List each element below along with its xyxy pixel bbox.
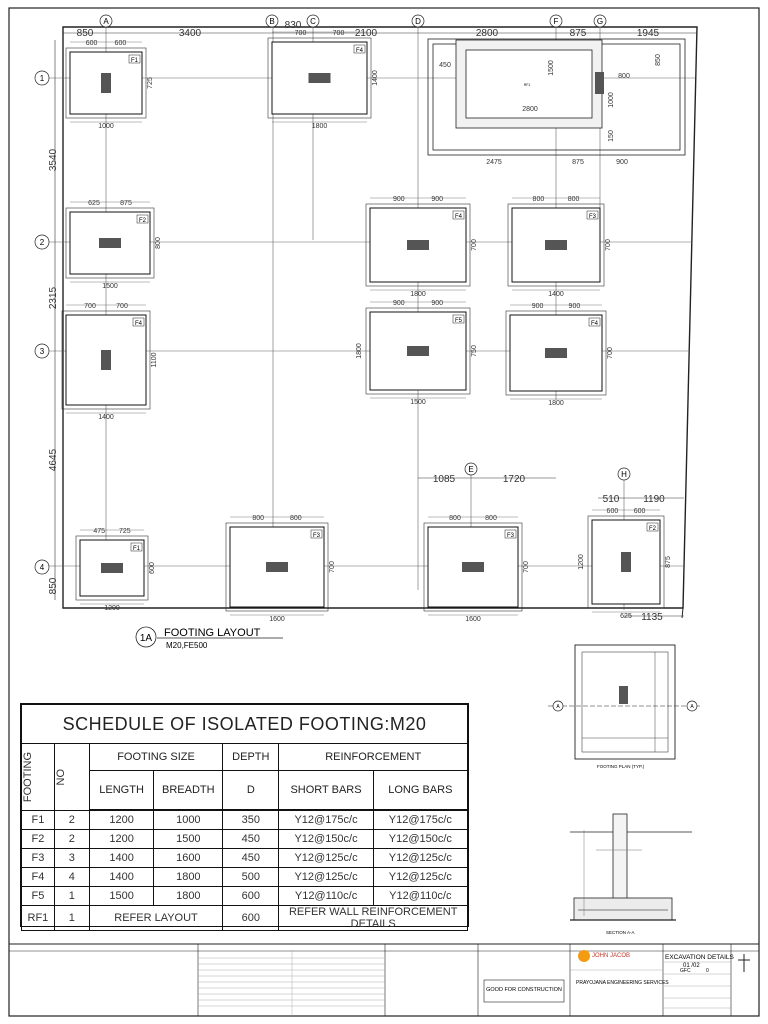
header-short-bars: SHORT BARS — [279, 771, 373, 810]
schedule-cell-long: Y12@125c/c — [373, 849, 467, 868]
footing-dimension: 800 — [485, 515, 497, 522]
svg-text:150: 150 — [608, 130, 615, 142]
schedule-cell-short: Y12@175c/c — [279, 811, 373, 830]
footing-dimension: 1400 — [372, 70, 379, 86]
schedule-cell-id: F4 — [22, 868, 55, 887]
footing-tag: F4 — [454, 214, 463, 220]
status-gfc: GFC — [680, 968, 691, 974]
svg-text:4645: 4645 — [48, 448, 59, 472]
svg-text:1135: 1135 — [641, 612, 663, 623]
header-depth: DEPTH — [223, 744, 279, 771]
footing-dimension: 700 — [116, 303, 128, 310]
schedule-cell-long: Y12@110c/c — [373, 887, 467, 906]
footing-f4 — [62, 303, 158, 421]
section-title: SECTION A-A — [606, 930, 635, 935]
footing-dimension: 800 — [289, 515, 302, 522]
footing-dimension: 600 — [606, 508, 619, 515]
footing-dimension: 1600 — [269, 616, 285, 623]
footing-f4 — [366, 196, 478, 298]
schedule-row — [22, 868, 468, 887]
footing-f4 — [268, 30, 379, 130]
footing-dimension: 1500 — [410, 399, 426, 406]
svg-text:510: 510 — [602, 494, 620, 505]
svg-text:1500: 1500 — [548, 60, 555, 76]
company-name: JOHN JACOB — [592, 953, 631, 959]
footing-f3 — [508, 196, 612, 298]
footing-tag: F3 — [588, 214, 597, 220]
grid-label-1: 1 — [39, 74, 45, 83]
footing-tag: F4 — [134, 321, 143, 327]
footing-dimension: 700 — [523, 561, 530, 573]
footing-dimension: 700 — [471, 239, 478, 251]
grid-label-g: G — [596, 17, 604, 26]
footing-dimension: 700 — [332, 30, 345, 37]
footing-tag: F4 — [355, 48, 364, 54]
raft-footing-rf1 — [428, 39, 685, 166]
schedule-cell-short: Y12@150c/c — [279, 830, 373, 849]
rf1-id: RF1 — [22, 906, 55, 931]
footing-dimension: 800 — [155, 237, 162, 249]
schedule-cell-breadth: 1800 — [154, 868, 223, 887]
footing-f4 — [506, 303, 614, 407]
footing-dimension: 900 — [568, 303, 581, 310]
footing-f5 — [356, 300, 478, 406]
header-d: D — [223, 771, 279, 810]
svg-text:450: 450 — [439, 62, 451, 69]
header-long-bars: LONG BARS — [373, 771, 467, 810]
header-breadth: BREADTH — [154, 771, 223, 810]
schedule-cell-depth: 600 — [223, 887, 279, 906]
svg-text:1085: 1085 — [432, 474, 456, 485]
footing-tag: F3 — [312, 533, 321, 539]
footing-dimension: 900 — [392, 196, 405, 203]
grid-label-4: 4 — [39, 563, 45, 572]
svg-text:2475: 2475 — [486, 159, 502, 166]
footing-dimension: 725 — [118, 528, 131, 535]
svg-text:850: 850 — [48, 577, 59, 595]
footing-dimension: 875 — [665, 556, 672, 568]
schedule-cell-short: Y12@125c/c — [279, 868, 373, 887]
footing-tag: F3 — [506, 533, 515, 539]
footing-tag: F4 — [590, 321, 599, 327]
footing-dimension: 700 — [607, 347, 614, 359]
rf1-no: 1 — [54, 906, 89, 931]
footing-f3 — [226, 515, 336, 623]
rf1-reinforcement: REFER WALL REINFORCEMENT DETAILS — [279, 906, 468, 931]
footing-dimension: 1800 — [410, 291, 426, 298]
footing-dimension: 1400 — [548, 291, 564, 298]
header-footing-size: FOOTING SIZE — [89, 744, 222, 771]
footing-dimension: 800 — [449, 515, 461, 522]
title-block — [9, 944, 759, 1016]
schedule-cell-length: 1400 — [89, 868, 154, 887]
footing-dimension: 1500 — [102, 283, 118, 290]
layout-ref: 1A — [139, 633, 153, 644]
footing-dimension: 1200 — [104, 605, 120, 612]
footing-dimension: 625 — [620, 613, 632, 620]
schedule-cell-length: 1400 — [89, 849, 154, 868]
schedule-cell-breadth: 1800 — [154, 887, 223, 906]
svg-text:1720: 1720 — [502, 474, 526, 485]
grid-label-d: D — [415, 17, 421, 26]
schedule-cell-id: F3 — [22, 849, 55, 868]
footing-f2 — [66, 200, 162, 290]
svg-text:800: 800 — [618, 73, 630, 80]
footing-dimension: 700 — [605, 239, 612, 251]
svg-text:A: A — [690, 704, 694, 710]
footing-tag: F1 — [130, 58, 139, 64]
grid-label-2: 2 — [39, 238, 45, 247]
schedule-cell-long: Y12@125c/c — [373, 868, 467, 887]
svg-text:875: 875 — [572, 159, 584, 166]
schedule-cell-length: 1200 — [89, 811, 154, 830]
footing-dimension: 800 — [532, 196, 545, 203]
schedule-cell-depth: 350 — [223, 811, 279, 830]
footing-dimension: 1100 — [151, 352, 158, 368]
footing-dimension: 1800 — [548, 400, 564, 407]
schedule-row — [22, 830, 468, 849]
rf1-depth: 600 — [223, 906, 279, 931]
footing-dimension: 600 — [633, 508, 646, 515]
layout-subtitle: M20,FE500 — [166, 641, 208, 650]
grid-label-h: H — [621, 470, 627, 479]
footing-dimension: 725 — [147, 77, 154, 89]
schedule-cell-depth: 500 — [223, 868, 279, 887]
footing-dimension: 700 — [294, 30, 307, 37]
left-dimensions — [48, 40, 59, 600]
footing-tag: F1 — [132, 546, 141, 552]
section-aa — [570, 814, 692, 935]
footing-dimension: 750 — [471, 345, 478, 357]
footing-f2 — [578, 508, 672, 620]
schedule-cell-breadth: 1000 — [154, 811, 223, 830]
footing-dimension: 700 — [84, 303, 96, 310]
svg-text:900: 900 — [616, 159, 628, 166]
schedule-cell-length: 1200 — [89, 830, 154, 849]
schedule-cell-long: Y12@150c/c — [373, 830, 467, 849]
footing-dimension: 1200 — [578, 554, 585, 570]
schedule-cell-length: 1500 — [89, 887, 154, 906]
drawing-no: 01 /02 — [683, 963, 700, 969]
schedule-cell-breadth: 1500 — [154, 830, 223, 849]
schedule-row — [22, 887, 468, 906]
svg-text:875: 875 — [569, 28, 587, 39]
svg-text:3540: 3540 — [48, 148, 59, 172]
footing-f3 — [424, 515, 530, 623]
schedule-cell-id: F1 — [22, 811, 55, 830]
svg-text:RF1: RF1 — [523, 83, 531, 87]
row-grid-bubbles — [35, 71, 49, 574]
grid-label-c: C — [310, 17, 316, 26]
footing-tag: F2 — [648, 526, 657, 532]
footing-schedule-table — [20, 703, 469, 930]
footing-dimension: 900 — [392, 300, 405, 307]
footing-dimension: 900 — [431, 300, 444, 307]
svg-text:2800: 2800 — [522, 106, 538, 113]
footing-tag: F5 — [454, 318, 463, 324]
schedule-cell-id: F2 — [22, 830, 55, 849]
plan-title: FOOTING PLAN (TYP.) — [597, 764, 645, 769]
footing-dimension: 1800 — [356, 343, 363, 359]
drawing-title: EXCAVATION DETAILS — [665, 954, 734, 961]
svg-text:2800: 2800 — [475, 28, 499, 39]
grid-label-3: 3 — [39, 347, 45, 356]
consultant-name: PRAYOJANA ENGINEERING SERVICES — [576, 980, 669, 986]
svg-text:850: 850 — [76, 28, 94, 39]
schedule-cell-depth: 450 — [223, 849, 279, 868]
footing-f1 — [66, 40, 154, 130]
footing-dimension: 900 — [531, 303, 544, 310]
footing-dimension: 1600 — [465, 616, 481, 623]
grid-label-e: E — [468, 465, 474, 474]
schedule-title: SCHEDULE OF ISOLATED FOOTING:M20 — [22, 705, 468, 744]
footing-dimension: 600 — [85, 40, 98, 47]
schedule-cell-no: 3 — [54, 849, 89, 868]
footing-dimension: 700 — [329, 561, 336, 573]
footing-plan-typical — [548, 645, 700, 769]
svg-text:3400: 3400 — [178, 28, 202, 39]
svg-text:1190: 1190 — [643, 494, 665, 505]
footing-dimension: 600 — [114, 40, 127, 47]
schedule-cell-id: F5 — [22, 887, 55, 906]
schedule-row — [22, 849, 468, 868]
footing-layout-title — [136, 627, 283, 650]
schedule-cell-long: Y12@175c/c — [373, 811, 467, 830]
schedule-row — [22, 811, 468, 830]
footing-dimension: 800 — [567, 196, 580, 203]
svg-text:850: 850 — [655, 54, 662, 66]
svg-text:2315: 2315 — [48, 286, 59, 310]
rf1-size: REFER LAYOUT — [89, 906, 222, 931]
schedule-cell-no: 4 — [54, 868, 89, 887]
footing-dimension: 1800 — [311, 123, 328, 130]
footing-dimension: 900 — [431, 196, 444, 203]
footing-dimension: 1400 — [98, 414, 114, 421]
grid-label-f: F — [553, 17, 559, 26]
footing-dimension: 625 — [88, 200, 100, 207]
grid-label-b: B — [269, 17, 275, 26]
header-length: LENGTH — [89, 771, 154, 810]
footing-dimension: 1000 — [98, 123, 114, 130]
svg-text:A: A — [556, 704, 560, 710]
header-footing: FOOTING — [22, 744, 55, 811]
footing-f1 — [76, 528, 156, 612]
schedule-cell-no: 2 — [54, 811, 89, 830]
schedule-cell-short: Y12@110c/c — [279, 887, 373, 906]
schedule-cell-depth: 450 — [223, 830, 279, 849]
schedule-cell-short: Y12@125c/c — [279, 849, 373, 868]
revision: 0 — [706, 968, 709, 974]
schedule-cell-no: 2 — [54, 830, 89, 849]
footing-dimension: 800 — [252, 515, 265, 522]
svg-text:1945: 1945 — [636, 28, 660, 39]
schedule-cell-no: 1 — [54, 887, 89, 906]
footing-dimension: 600 — [149, 562, 156, 574]
footing-dimension: 875 — [120, 200, 132, 207]
schedule-cell-breadth: 1600 — [154, 849, 223, 868]
footing-tag: F2 — [138, 218, 147, 224]
svg-text:830: 830 — [284, 20, 302, 31]
grid-label-a: A — [103, 17, 109, 26]
svg-text:2100: 2100 — [354, 28, 378, 39]
footing-dimension: 475 — [93, 528, 106, 535]
header-no: NO — [54, 744, 89, 811]
header-reinforcement: REINFORCEMENT — [279, 744, 468, 771]
svg-text:1000: 1000 — [608, 92, 615, 108]
layout-title: FOOTING LAYOUT — [164, 627, 261, 639]
gfc-stamp: GOOD FOR CONSTRUCTION — [486, 987, 562, 993]
